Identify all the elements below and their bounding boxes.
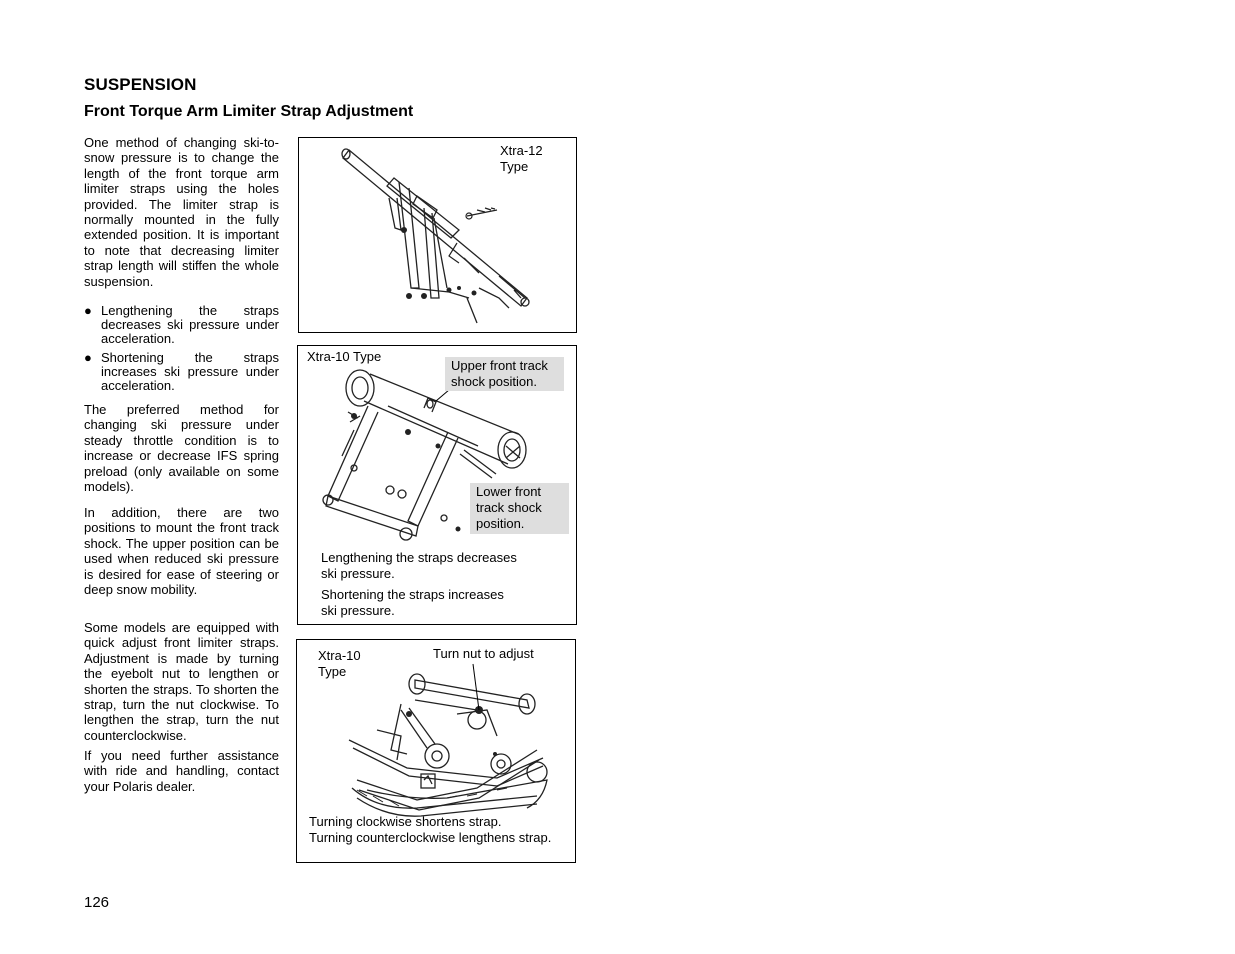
bullet-icon: ● [84, 350, 92, 365]
callout-line: position. [476, 516, 525, 531]
bullet-item-shortening [84, 351, 279, 393]
callout-turn-nut: Turn nut to adjust [433, 646, 534, 661]
paragraph-text: If you need further assistance with ride and handling, contact your Polaris dealer. [84, 748, 279, 794]
section-subheading: Front Torque Arm Limiter Strap Adjustment [84, 103, 414, 120]
caption-line: Turning counterclockwise lengthens strap. [309, 830, 552, 845]
caption-line: ski pressure. [321, 603, 395, 618]
callout-upper-shock-position [445, 357, 564, 391]
caption-shortening [321, 587, 504, 619]
paragraph-text: Some models are equipped with quick adjust front limiter straps. Adjustment is made by turning the eyebolt nut to lengthen or shorten the straps. To shorten the strap, turn the nut clockwise. To lengthen the strap, turn the nut counterclockwise. [84, 620, 279, 743]
callout-lower-shock-position [470, 483, 569, 534]
paragraph-text: The preferred method for changing ski pressure under steady throttle condition is to increase or decrease IFS spring preload (only available on some models). [84, 402, 279, 495]
callout-line: track shock [476, 500, 542, 515]
page-number: 126 [84, 894, 110, 911]
paragraph-text: In addition, there are two positions to mount the front track shock. The upper position can be used when reduced ski pressure is desired for ease of steering or deep snow mobility. [84, 505, 279, 598]
bullet-text: Lengthening the straps decreases ski pressure under acceleration. [101, 303, 279, 346]
caption-line: Turning clockwise shortens strap. [309, 814, 502, 829]
figure-xtra12 [298, 137, 577, 333]
figure-label-line1: Xtra-10 [318, 648, 361, 663]
callout-line: Lower front [476, 484, 542, 499]
caption-turning [309, 814, 551, 846]
paragraph-shock-positions [84, 505, 279, 597]
caption-line: Shortening the straps increases [321, 587, 504, 602]
paragraph-ski-pressure-method [84, 135, 279, 289]
figure-label-line2: Type [318, 664, 347, 679]
callout-line: Upper front track [451, 358, 548, 373]
caption-line: Lengthening the straps decreases [321, 550, 517, 565]
section-heading: SUSPENSION [84, 75, 197, 94]
callout-line: shock position. [451, 374, 537, 389]
figure-label-line2: Type [500, 159, 529, 174]
figure-label: Xtra-10 Type [307, 349, 382, 364]
caption-lengthening [321, 550, 517, 582]
paragraph-dealer-contact [84, 748, 279, 794]
caption-line: ski pressure. [321, 566, 395, 581]
figure-label-line1: Xtra-12 [500, 143, 543, 158]
bullet-icon: ● [84, 303, 92, 318]
figure-xtra10-shock [297, 345, 577, 625]
figure-xtra10-nut [296, 639, 576, 863]
xtra12-drawing [299, 138, 578, 334]
bullet-text: Shortening the straps increases ski pressure under acceleration. [101, 350, 279, 393]
paragraph-quick-adjust [84, 620, 279, 743]
paragraph-preferred-method [84, 402, 279, 494]
paragraph-text: One method of changing ski-to-snow pressure is to change the length of the front torque arm limiter straps using the holes provided. The limiter strap is normally mounted in the fully extended position. It is important to note that decreasing limiter strap length will stiffen the whole suspension. [84, 135, 279, 289]
bullet-item-lengthening [84, 304, 279, 346]
